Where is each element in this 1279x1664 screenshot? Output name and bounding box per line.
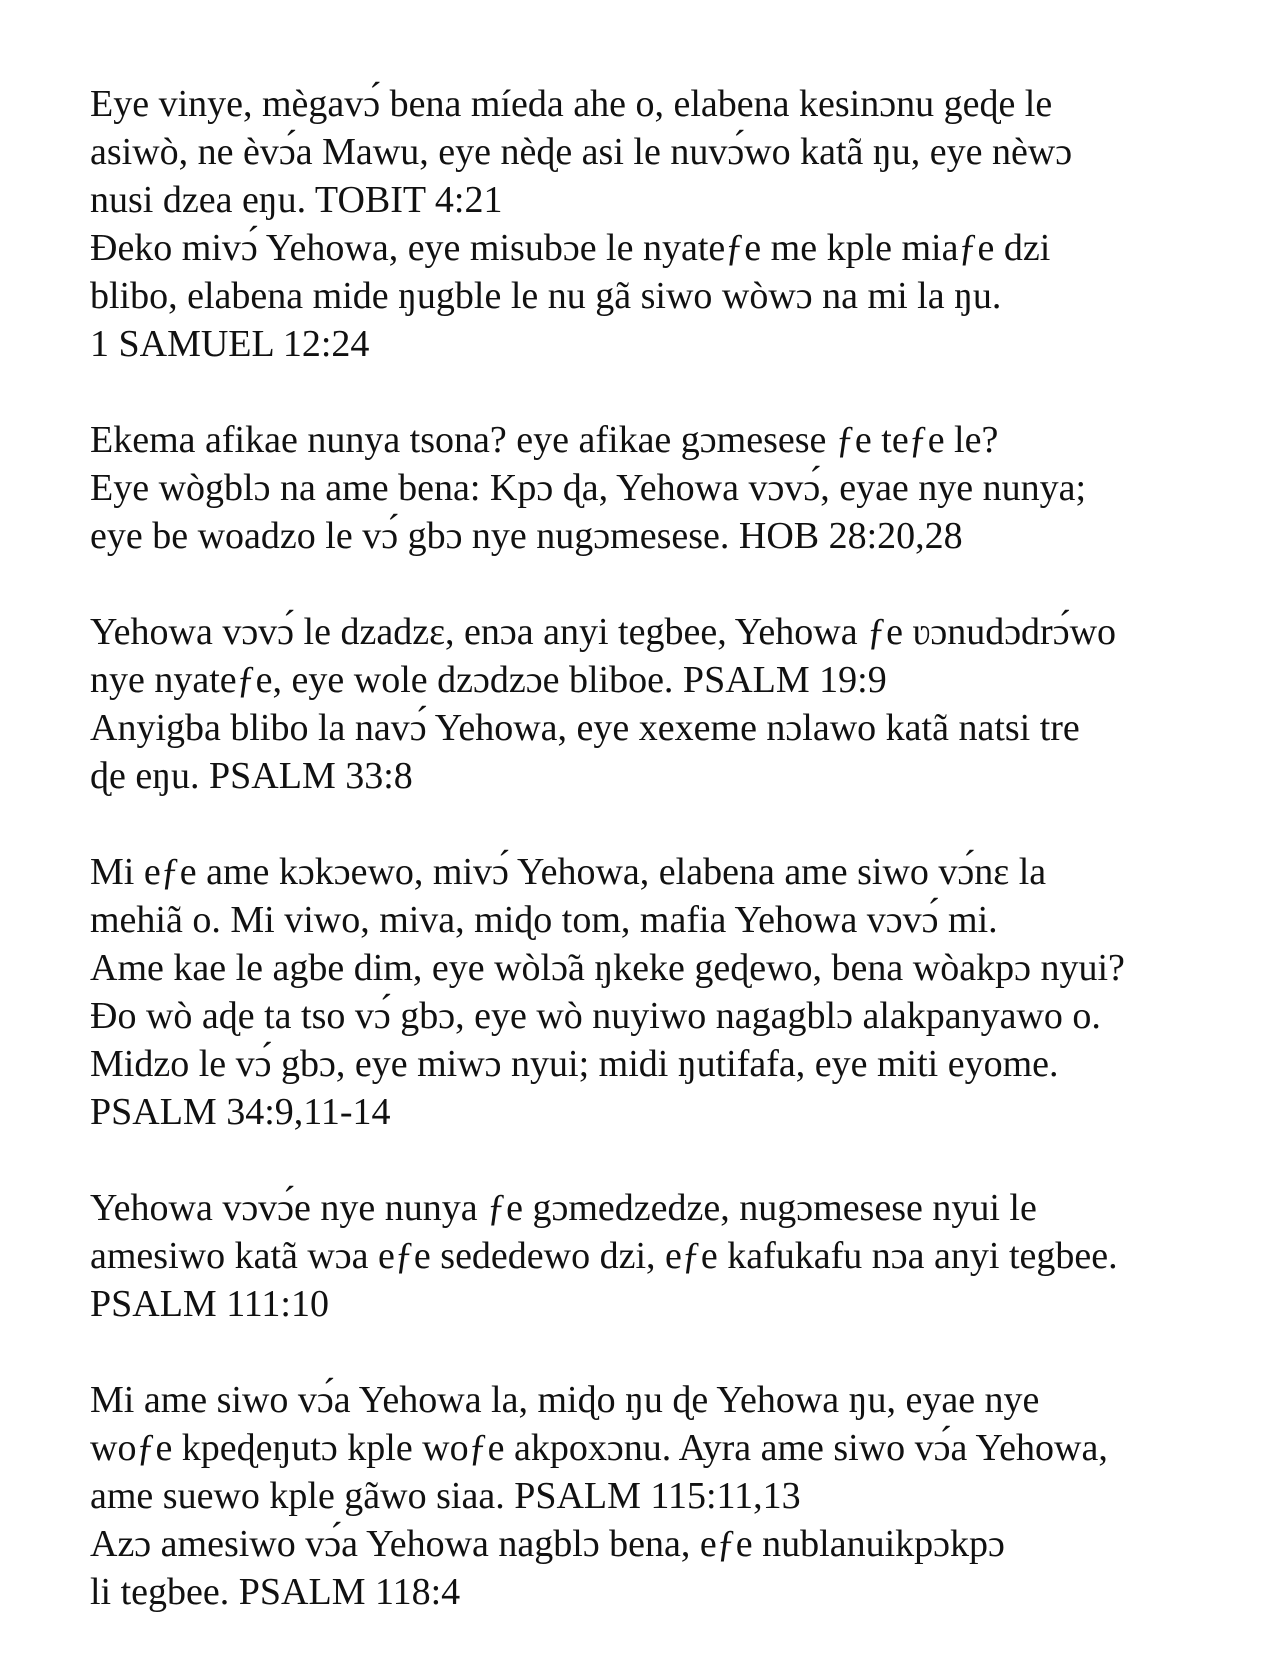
text-line: Mi eƒe ame kɔkɔewo, mivɔ́ Yehowa, elabena ame siwo vɔ́nɛ la: [90, 851, 1047, 893]
text-line: eye be woadzo le vɔ́ gbɔ nye nugɔmesese. HOB 28:20,28: [90, 515, 963, 557]
verse-paragraph-2: [90, 416, 1240, 560]
text-line: PSALM 111:10: [90, 1283, 329, 1325]
text-line: Azɔ amesiwo vɔ́a Yehowa nagblɔ bena, eƒe nublanuikpɔkpɔ: [90, 1523, 1005, 1565]
text-line: nusi dzea eŋu. TOBIT 4:21: [90, 179, 503, 221]
text-line: li tegbee. PSALM 118:4: [90, 1571, 461, 1613]
text-line: blibo, elabena mide ŋugble le nu gã siwo wòwɔ na mi la ŋu.: [90, 275, 1002, 317]
text-line: asiwò, ne èvɔ́a Mawu, eye nèɖe asi le nuvɔ́wo katã ŋu, eye nèwɔ: [90, 131, 1073, 173]
text-line: PSALM 34:9,11-14: [90, 1091, 391, 1133]
text-line: ɖe eŋu. PSALM 33:8: [90, 755, 413, 797]
text-line: Yehowa vɔvɔ́ le dzadzɛ, enɔa anyi tegbee, Yehowa ƒe ʋɔnudɔdrɔ́wo: [90, 611, 1117, 653]
text-line: woƒe kpeɖeŋutɔ kple woƒe akpoxɔnu. Ayra ame siwo vɔ́a Yehowa,: [90, 1427, 1108, 1469]
text-line: Midzo le vɔ́ gbɔ, eye miwɔ nyui; midi ŋutifafa, eye miti eyome.: [90, 1043, 1059, 1085]
text-line: Ɖeko mivɔ́ Yehowa, eye misubɔe le nyateƒe me kple miaƒe dzi: [90, 227, 1051, 269]
text-line: Yehowa vɔvɔ́e nye nunya ƒe gɔmedzedze, nugɔmesese nyui le: [90, 1187, 1037, 1229]
verse-paragraph-4: [90, 848, 1240, 1136]
text-line: ame suewo kple gãwo siaa. PSALM 115:11,13: [90, 1475, 801, 1517]
text-line: Ame kae le agbe dim, eye wòlɔ̃a ŋkeke geɖewo, bena wòakpɔ nyui?: [90, 947, 1125, 989]
verse-paragraph-5: [90, 1184, 1240, 1328]
verse-paragraph-1: [90, 80, 1240, 368]
verse-paragraph-3: [90, 608, 1240, 800]
verse-paragraph-6: [90, 1376, 1240, 1616]
text-line: Mi ame siwo vɔ́a Yehowa la, miɖo ŋu ɖe Yehowa ŋu, eyae nye: [90, 1379, 1040, 1421]
text-line: Eye wògblɔ na ame bena: Kpɔ ɖa, Yehowa vɔvɔ́, eyae nye nunya;: [90, 467, 1087, 509]
text-line: Ɖo wò aɖe ta tso vɔ́ gbɔ, eye wò nuyiwo nagagblɔ alakpanyawo o.: [90, 995, 1101, 1037]
text-line: nye nyateƒe, eye wole dzɔdzɔe bliboe. PSALM 19:9: [90, 659, 887, 701]
text-line: Anyigba blibo la navɔ́ Yehowa, eye xexeme nɔlawo katã natsi tre: [90, 707, 1080, 749]
text-line: mehiã o. Mi viwo, miva, miɖo tom, mafia Yehowa vɔvɔ́ mi.: [90, 899, 998, 941]
text-line: amesiwo katã wɔa eƒe sededewo dzi, eƒe kafukafu nɔa anyi tegbee.: [90, 1235, 1118, 1277]
text-line: Eye vinye, mègavɔ́ bena míeda ahe o, elabena kesinɔnu geɖe le: [90, 83, 1053, 125]
text-line: 1 SAMUEL 12:24: [90, 323, 370, 365]
text-line: Ekema afikae nunya tsona? eye afikae gɔmesese ƒe teƒe le?: [90, 419, 999, 461]
scripture-page: [90, 80, 1240, 1664]
